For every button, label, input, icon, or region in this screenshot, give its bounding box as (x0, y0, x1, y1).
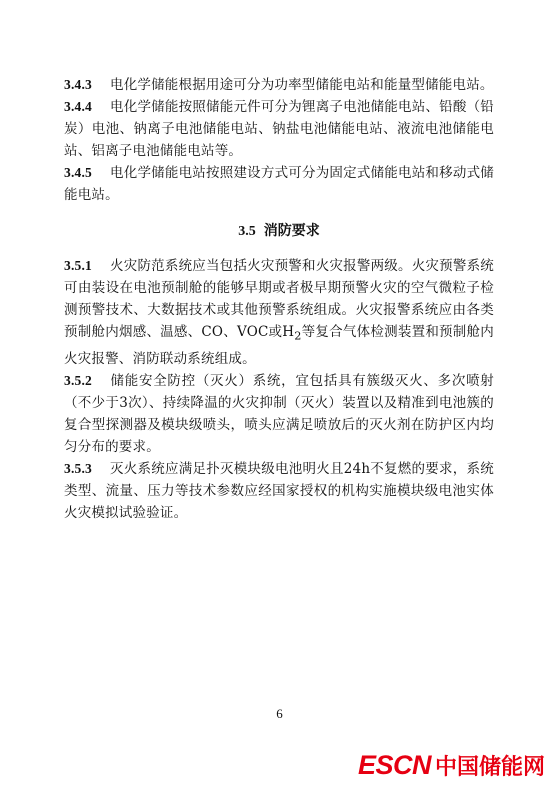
clause-text: 电化学储能电站按照建设方式可分为固定式储能电站和移动式储能电站。 (64, 165, 494, 203)
section-heading (64, 220, 494, 243)
document-body (64, 74, 494, 524)
escn-logo-watermark (358, 748, 545, 782)
clause-text: 灭火系统应满足扑灭模块级电池明火且24h不复燃的要求，系统类型、流量、压力等技术参数应经国家授权的机构实施模块级电池实体火灾模拟试验验证。 (64, 460, 494, 521)
clause-3-4-4 (64, 96, 494, 162)
clause-number: 3.4.4 (64, 99, 92, 114)
clause-3-4-3 (64, 74, 494, 96)
clause-text: 电化学储能根据用途可分为功率型储能电站和能量型储能电站。 (110, 77, 494, 93)
subscript-digit: 2 (294, 329, 302, 343)
clause-text: 储能安全防控（灭火）系统，宜包括具有簇级灭火、多次喷射（不少于3次）、持续降温的火灾抑制（灭火）装置以及精准到电池簇的复合型探测器及模块级喷头，喷头应满足喷放后的灭火剂在防护区内均匀分布的要求。 (64, 372, 494, 455)
clause-number: 3.5.1 (64, 258, 92, 273)
clause-3-5-2 (64, 370, 494, 458)
clause-text: 火灾防范系统应当包括火灾预警和火灾报警两级。火灾预警系统可由装设在电池预制舱的能够早期或者极早期预警火灾的空气微粒子检测预警技术、大数据技术或其他预警系统组成。火灾报警系统应由各类预制舱内烟感、温感、CO、VOC或H (64, 258, 494, 340)
clause-3-4-5 (64, 162, 494, 206)
clause-number: 3.4.3 (64, 77, 92, 92)
clause-text: 电化学储能按照储能元件可分为锂离子电池储能电站、铅酸（铅炭）电池、钠离子电池储能电站、钠盐电池储能电站、液流电池储能电站、铝离子电池储能电站等。 (64, 99, 494, 159)
clause-number: 3.5.3 (64, 460, 92, 476)
clause-number: 3.4.5 (64, 165, 92, 180)
clause-3-5-3 (64, 458, 494, 524)
section-number: 3.5 (238, 224, 256, 239)
logo-chinese-text: 中国储能网 (434, 754, 545, 780)
clause-number: 3.5.2 (64, 372, 92, 388)
section-title: 消防要求 (263, 223, 320, 239)
clause-text-continued: 等复合气体检测装置和预制舱内火灾报警、消防联动系统组成。 (64, 324, 494, 367)
clause-3-5-1 (64, 255, 494, 370)
page-number: 6 (276, 706, 283, 721)
logo-latin-text: ESCN (357, 749, 431, 780)
